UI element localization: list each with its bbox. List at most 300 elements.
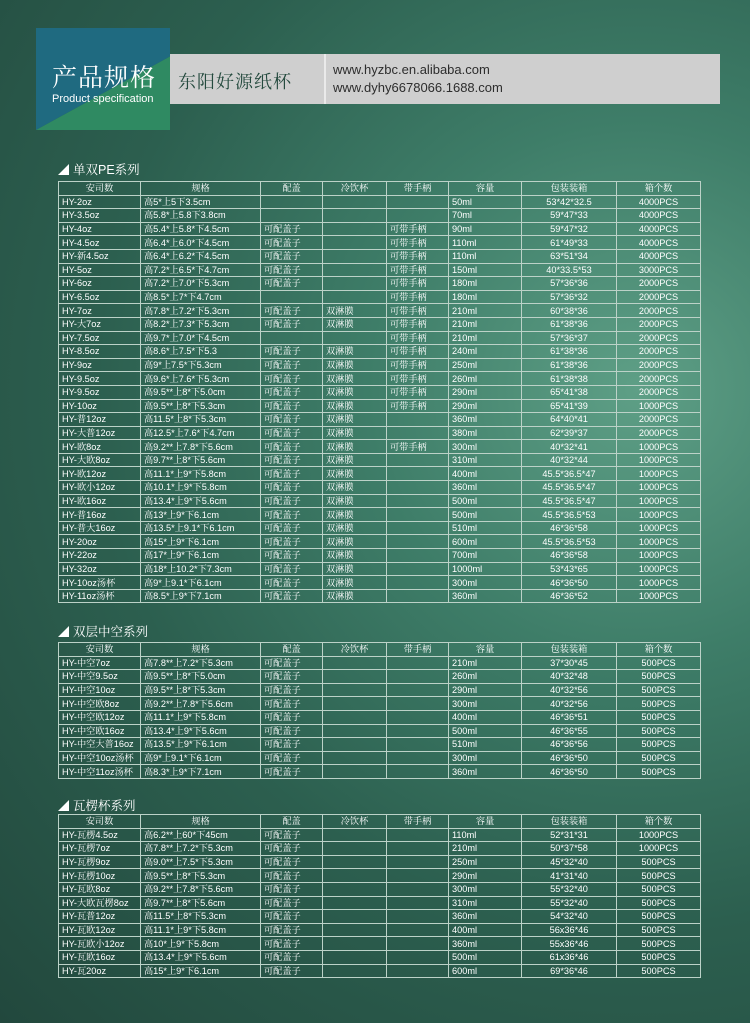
- table-cell: 可配盖子: [261, 656, 323, 670]
- column-header: 箱个数: [617, 643, 701, 657]
- table-row: [59, 697, 701, 711]
- table-cell: 可配盖子: [261, 562, 323, 576]
- table-cell: 双淋膜: [323, 413, 387, 427]
- table-cell: HY-3.5oz: [59, 209, 141, 223]
- table-cell: [387, 869, 449, 883]
- table-row: [59, 290, 701, 304]
- table-cell: 290ml: [449, 683, 522, 697]
- table-cell: HY-9.5oz: [59, 385, 141, 399]
- table-cell: HY-中空欧12oz: [59, 710, 141, 724]
- table-cell: 高9.2**上7.8*下5.6cm: [141, 697, 261, 711]
- table-cell: 双淋膜: [323, 535, 387, 549]
- table-cell: 高9.2**上7.8*下5.6cm: [141, 882, 261, 896]
- spec-table-ripple: [58, 814, 701, 978]
- table-cell: 高9.5**上8*下5.0cm: [141, 385, 261, 399]
- table-cell: [387, 195, 449, 209]
- column-header: 安司数: [59, 182, 141, 196]
- table-cell: 110ml: [449, 828, 522, 842]
- table-cell: 260ml: [449, 670, 522, 684]
- section-title-ripple: [58, 796, 136, 814]
- table-row: [59, 317, 701, 331]
- table-cell: 300ml: [449, 697, 522, 711]
- table-cell: 可配盖子: [261, 589, 323, 603]
- table-cell: 50*37*58: [522, 842, 617, 856]
- table-cell: HY-普16oz: [59, 508, 141, 522]
- table-cell: 可带手柄: [387, 385, 449, 399]
- table-cell: 可配盖子: [261, 950, 323, 964]
- table-cell: HY-欧8oz: [59, 440, 141, 454]
- table-cell: 4000PCS: [617, 236, 701, 250]
- table-cell: [387, 724, 449, 738]
- table-cell: 45.5*36.5*47: [522, 467, 617, 481]
- table-cell: [387, 589, 449, 603]
- table-cell: [387, 535, 449, 549]
- table-cell: HY-瓦欧8oz: [59, 882, 141, 896]
- table-cell: HY-9oz: [59, 358, 141, 372]
- table-row: [59, 765, 701, 779]
- table-cell: 45.5*36.5*47: [522, 481, 617, 495]
- table-cell: 40*32*56: [522, 683, 617, 697]
- table-cell: HY-32oz: [59, 562, 141, 576]
- table-cell: 双淋膜: [323, 385, 387, 399]
- table-cell: 双淋膜: [323, 508, 387, 522]
- table-cell: 46*36*50: [522, 765, 617, 779]
- table-cell: 双淋膜: [323, 440, 387, 454]
- table-cell: 可配盖子: [261, 765, 323, 779]
- table-cell: HY-瓦欧12oz: [59, 923, 141, 937]
- table-cell: 61*38*36: [522, 358, 617, 372]
- table-header-row: [59, 182, 701, 196]
- table-cell: 210ml: [449, 331, 522, 345]
- table-cell: 高13*上9*下6.1cm: [141, 508, 261, 522]
- table-cell: 56x36*46: [522, 923, 617, 937]
- table-cell: 500PCS: [617, 869, 701, 883]
- table-cell: 高9.5**上8*下5.0cm: [141, 670, 261, 684]
- table-cell: 1000PCS: [617, 549, 701, 563]
- table-cell: HY-普大16oz: [59, 521, 141, 535]
- table-cell: 2000PCS: [617, 304, 701, 318]
- table-cell: 可配盖子: [261, 277, 323, 291]
- table-cell: HY-7oz: [59, 304, 141, 318]
- table-cell: 可配盖子: [261, 576, 323, 590]
- table-row: [59, 521, 701, 535]
- table-cell: 310ml: [449, 453, 522, 467]
- table-cell: 40*32*56: [522, 697, 617, 711]
- table-cell: 高10.1*上9*下5.8cm: [141, 481, 261, 495]
- table-row: [59, 467, 701, 481]
- section-title-text: 双层中空系列: [73, 625, 149, 639]
- table-cell: [387, 710, 449, 724]
- table-cell: 可带手柄: [387, 372, 449, 386]
- table-cell: [387, 426, 449, 440]
- table-cell: 300ml: [449, 440, 522, 454]
- table-cell: 高9.5**上8*下5.3cm: [141, 869, 261, 883]
- table-cell: 500ml: [449, 950, 522, 964]
- table-cell: HY-中空欧16oz: [59, 724, 141, 738]
- table-cell: 61*38*36: [522, 345, 617, 359]
- brand-name: 东阳好源纸杯: [178, 72, 292, 92]
- table-cell: 可配盖子: [261, 399, 323, 413]
- table-cell: 300ml: [449, 882, 522, 896]
- table-cell: 2000PCS: [617, 426, 701, 440]
- column-header: 带手柄: [387, 643, 449, 657]
- table-cell: 可配盖子: [261, 222, 323, 236]
- table-cell: 双淋膜: [323, 453, 387, 467]
- table-cell: 46*36*56: [522, 738, 617, 752]
- table-cell: 45*32*40: [522, 855, 617, 869]
- table-cell: 2000PCS: [617, 331, 701, 345]
- table-cell: 可配盖子: [261, 358, 323, 372]
- table-cell: [387, 670, 449, 684]
- table-cell: 65*41*39: [522, 399, 617, 413]
- table-cell: 57*36*36: [522, 277, 617, 291]
- table-cell: 高7.2*上7.0*下5.3cm: [141, 277, 261, 291]
- table-cell: HY-瓦楞10oz: [59, 869, 141, 883]
- table-cell: 可配盖子: [261, 236, 323, 250]
- table-cell: [323, 842, 387, 856]
- table-cell: 1000PCS: [617, 508, 701, 522]
- table-cell: [387, 923, 449, 937]
- table-cell: [323, 331, 387, 345]
- table-cell: 54*32*40: [522, 910, 617, 924]
- table-row: [59, 869, 701, 883]
- table-cell: [387, 683, 449, 697]
- table-row: [59, 576, 701, 590]
- table-cell: 可带手柄: [387, 440, 449, 454]
- table-cell: 可配盖子: [261, 923, 323, 937]
- table-cell: 可配盖子: [261, 535, 323, 549]
- table-cell: 46*36*58: [522, 521, 617, 535]
- table-cell: [323, 751, 387, 765]
- table-cell: 46*36*50: [522, 576, 617, 590]
- table-cell: 61*49*33: [522, 236, 617, 250]
- table-cell: 57*36*32: [522, 290, 617, 304]
- table-cell: 可配盖子: [261, 549, 323, 563]
- table-cell: 1000PCS: [617, 440, 701, 454]
- table-cell: 2000PCS: [617, 290, 701, 304]
- table-cell: 290ml: [449, 869, 522, 883]
- table-cell: [323, 869, 387, 883]
- table-cell: [261, 195, 323, 209]
- table-row: [59, 399, 701, 413]
- table-cell: [387, 562, 449, 576]
- table-row: [59, 413, 701, 427]
- table-row: [59, 426, 701, 440]
- table-cell: 可配盖子: [261, 670, 323, 684]
- table-cell: 高9.0**上7.5*下5.3cm: [141, 855, 261, 869]
- table-cell: 180ml: [449, 290, 522, 304]
- table-cell: 高13.4*上9*下5.6cm: [141, 494, 261, 508]
- table-cell: HY-中空9.5oz: [59, 670, 141, 684]
- table-cell: HY-大7oz: [59, 317, 141, 331]
- column-header: 配盖: [261, 815, 323, 829]
- table-cell: [387, 521, 449, 535]
- header-divider: [324, 54, 326, 104]
- table-cell: HY-大欧8oz: [59, 453, 141, 467]
- table-cell: 500PCS: [617, 738, 701, 752]
- table-row: [59, 549, 701, 563]
- column-header: 包装装箱: [522, 182, 617, 196]
- table-row: [59, 331, 701, 345]
- table-cell: HY-新4.5oz: [59, 249, 141, 263]
- table-cell: 高11.1*上9*下5.8cm: [141, 923, 261, 937]
- table-cell: HY-5oz: [59, 263, 141, 277]
- table-cell: 360ml: [449, 937, 522, 951]
- table-cell: 210ml: [449, 317, 522, 331]
- table-cell: HY-7.5oz: [59, 331, 141, 345]
- table-cell: 可带手柄: [387, 290, 449, 304]
- table-cell: 40*32*48: [522, 670, 617, 684]
- column-header: 规格: [141, 815, 261, 829]
- table-cell: [323, 710, 387, 724]
- table-cell: 500PCS: [617, 765, 701, 779]
- table-cell: 可配盖子: [261, 508, 323, 522]
- table-cell: HY-9.5oz: [59, 372, 141, 386]
- table-cell: 可带手柄: [387, 236, 449, 250]
- table-cell: 高13.5*上9*下6.1cm: [141, 738, 261, 752]
- table-cell: 可配盖子: [261, 738, 323, 752]
- table-cell: 4000PCS: [617, 222, 701, 236]
- table-row: [59, 263, 701, 277]
- triangle-marker-icon: [58, 626, 69, 637]
- table-cell: 59*47*32: [522, 222, 617, 236]
- table-header-row: [59, 643, 701, 657]
- table-cell: HY-大欧瓦楞8oz: [59, 896, 141, 910]
- table-cell: 1000PCS: [617, 842, 701, 856]
- table-cell: 可配盖子: [261, 317, 323, 331]
- table-cell: [323, 937, 387, 951]
- table-cell: [323, 290, 387, 304]
- table-cell: HY-中空7oz: [59, 656, 141, 670]
- column-header: 规格: [141, 182, 261, 196]
- table-cell: 高7.8*上7.2*下5.3cm: [141, 304, 261, 318]
- table-cell: 可配盖子: [261, 697, 323, 711]
- table-cell: 高12.5*上7.6*下4.7cm: [141, 426, 261, 440]
- table-cell: 双淋膜: [323, 467, 387, 481]
- table-cell: [387, 855, 449, 869]
- table-cell: 可配盖子: [261, 372, 323, 386]
- table-cell: HY-瓦楞9oz: [59, 855, 141, 869]
- table-cell: 53*42*32.5: [522, 195, 617, 209]
- table-cell: 65*41*38: [522, 385, 617, 399]
- table-cell: 高17*上9*下6.1cm: [141, 549, 261, 563]
- table-cell: 可配盖子: [261, 710, 323, 724]
- table-cell: 可配盖子: [261, 724, 323, 738]
- table-cell: 4000PCS: [617, 195, 701, 209]
- table-cell: 500PCS: [617, 656, 701, 670]
- table-cell: 210ml: [449, 842, 522, 856]
- table-row: [59, 910, 701, 924]
- table-cell: 高8.6*上7.5*下5.3: [141, 345, 261, 359]
- table-cell: [323, 670, 387, 684]
- table-row: [59, 724, 701, 738]
- table-row: [59, 964, 701, 978]
- table-cell: 500PCS: [617, 855, 701, 869]
- table-cell: 高8.5*上7*下4.7cm: [141, 290, 261, 304]
- table-cell: HY-中空10oz汤杯: [59, 751, 141, 765]
- table-cell: 1000PCS: [617, 494, 701, 508]
- column-header: 安司数: [59, 643, 141, 657]
- table-cell: HY-中空欧8oz: [59, 697, 141, 711]
- table-cell: 400ml: [449, 923, 522, 937]
- column-header: 带手柄: [387, 815, 449, 829]
- table-cell: 高15*上9*下6.1cm: [141, 535, 261, 549]
- table-cell: 双淋膜: [323, 549, 387, 563]
- table-cell: [323, 855, 387, 869]
- table-cell: 62*39*37: [522, 426, 617, 440]
- table-cell: [387, 508, 449, 522]
- table-cell: 46*36*52: [522, 589, 617, 603]
- table-cell: 37*30*45: [522, 656, 617, 670]
- table-cell: HY-10oz: [59, 399, 141, 413]
- table-cell: 可配盖子: [261, 385, 323, 399]
- table-cell: 可配盖子: [261, 249, 323, 263]
- table-cell: 1000PCS: [617, 828, 701, 842]
- table-cell: [323, 896, 387, 910]
- table-cell: HY-20oz: [59, 535, 141, 549]
- triangle-marker-icon: [58, 164, 69, 175]
- table-cell: 可带手柄: [387, 304, 449, 318]
- table-cell: 90ml: [449, 222, 522, 236]
- table-cell: 59*47*33: [522, 209, 617, 223]
- table-cell: 61*38*38: [522, 372, 617, 386]
- table-cell: 55*32*40: [522, 882, 617, 896]
- table-cell: 高13.5*上9.1*下6.1cm: [141, 521, 261, 535]
- table-cell: 高15*上9*下6.1cm: [141, 964, 261, 978]
- table-cell: 高8.2*上7.3*下5.3cm: [141, 317, 261, 331]
- table-cell: 可配盖子: [261, 910, 323, 924]
- table-cell: 高9.7*上7.0*下4.5cm: [141, 331, 261, 345]
- table-cell: [387, 765, 449, 779]
- table-cell: 500PCS: [617, 697, 701, 711]
- table-cell: 可配盖子: [261, 345, 323, 359]
- table-cell: 2000PCS: [617, 345, 701, 359]
- table-cell: 双淋膜: [323, 372, 387, 386]
- table-cell: 400ml: [449, 710, 522, 724]
- table-cell: 45.5*36.5*53: [522, 535, 617, 549]
- table-cell: 500PCS: [617, 964, 701, 978]
- table-cell: 高18*上10.2*下7.3cm: [141, 562, 261, 576]
- table-cell: [323, 765, 387, 779]
- table-cell: [323, 828, 387, 842]
- table-cell: 双淋膜: [323, 426, 387, 440]
- table-row: [59, 358, 701, 372]
- table-cell: 61x36*46: [522, 950, 617, 964]
- table-cell: 500PCS: [617, 910, 701, 924]
- table-cell: HY-中空10oz: [59, 683, 141, 697]
- table-row: [59, 842, 701, 856]
- table-cell: 360ml: [449, 910, 522, 924]
- table-cell: 可配盖子: [261, 828, 323, 842]
- table-cell: 高5.4*上5.8*下4.5cm: [141, 222, 261, 236]
- table-cell: HY-10oz汤杯: [59, 576, 141, 590]
- table-cell: HY-6oz: [59, 277, 141, 291]
- table-cell: 双淋膜: [323, 345, 387, 359]
- table-cell: 高9.6*上7.6*下5.3cm: [141, 372, 261, 386]
- table-cell: 250ml: [449, 358, 522, 372]
- table-cell: 可配盖子: [261, 896, 323, 910]
- table-row: [59, 562, 701, 576]
- table-cell: 4000PCS: [617, 209, 701, 223]
- table-cell: 700ml: [449, 549, 522, 563]
- website-url-alibaba[interactable]: www.hyzbc.en.alibaba.com: [333, 62, 490, 77]
- table-cell: 可配盖子: [261, 467, 323, 481]
- table-cell: 1000PCS: [617, 576, 701, 590]
- table-cell: 260ml: [449, 372, 522, 386]
- table-cell: 500ml: [449, 494, 522, 508]
- table-cell: 290ml: [449, 399, 522, 413]
- table-cell: [323, 882, 387, 896]
- table-cell: 高9.2**上7.8*下5.6cm: [141, 440, 261, 454]
- table-row: [59, 683, 701, 697]
- column-header: 容量: [449, 182, 522, 196]
- table-row: [59, 277, 701, 291]
- table-cell: [323, 910, 387, 924]
- column-header: 带手柄: [387, 182, 449, 196]
- table-cell: [323, 724, 387, 738]
- table-cell: 40*33.5*53: [522, 263, 617, 277]
- table-row: [59, 670, 701, 684]
- table-cell: [323, 195, 387, 209]
- table-cell: 可配盖子: [261, 426, 323, 440]
- table-cell: 2000PCS: [617, 385, 701, 399]
- table-cell: 400ml: [449, 467, 522, 481]
- table-cell: 360ml: [449, 589, 522, 603]
- table-cell: 600ml: [449, 535, 522, 549]
- table-cell: [387, 882, 449, 896]
- table-cell: 1000PCS: [617, 535, 701, 549]
- table-cell: 360ml: [449, 413, 522, 427]
- table-cell: HY-瓦欧16oz: [59, 950, 141, 964]
- table-cell: 高7.8**上7.2*下5.3cm: [141, 656, 261, 670]
- table-cell: HY-2oz: [59, 195, 141, 209]
- table-cell: 70ml: [449, 209, 522, 223]
- table-row: [59, 828, 701, 842]
- page-subtitle: Product specification: [52, 93, 154, 105]
- table-cell: 4000PCS: [617, 249, 701, 263]
- table-row: [59, 249, 701, 263]
- table-cell: [323, 923, 387, 937]
- table-cell: 500PCS: [617, 751, 701, 765]
- table-cell: 可带手柄: [387, 399, 449, 413]
- table-cell: [387, 576, 449, 590]
- table-row: [59, 855, 701, 869]
- table-row: [59, 494, 701, 508]
- table-cell: 500PCS: [617, 683, 701, 697]
- table-cell: 双淋膜: [323, 399, 387, 413]
- website-url-1688[interactable]: www.dyhy6678066.1688.com: [333, 80, 503, 95]
- column-header: 冷饮杯: [323, 815, 387, 829]
- table-cell: 46*36*50: [522, 751, 617, 765]
- table-cell: 高11.1*上9*下5.8cm: [141, 467, 261, 481]
- table-cell: 45.5*36.5*47: [522, 494, 617, 508]
- table-cell: 46*36*58: [522, 549, 617, 563]
- table-cell: 可配盖子: [261, 521, 323, 535]
- table-cell: HY-11oz汤杯: [59, 589, 141, 603]
- table-row: [59, 481, 701, 495]
- table-cell: 可配盖子: [261, 494, 323, 508]
- column-header: 容量: [449, 643, 522, 657]
- table-row: [59, 738, 701, 752]
- table-cell: 可带手柄: [387, 263, 449, 277]
- table-cell: [387, 950, 449, 964]
- table-cell: [323, 249, 387, 263]
- column-header: 配盖: [261, 643, 323, 657]
- table-cell: 双淋膜: [323, 304, 387, 318]
- table-cell: 可配盖子: [261, 869, 323, 883]
- table-cell: [323, 697, 387, 711]
- table-cell: 高6.4*上6.0*下4.5cm: [141, 236, 261, 250]
